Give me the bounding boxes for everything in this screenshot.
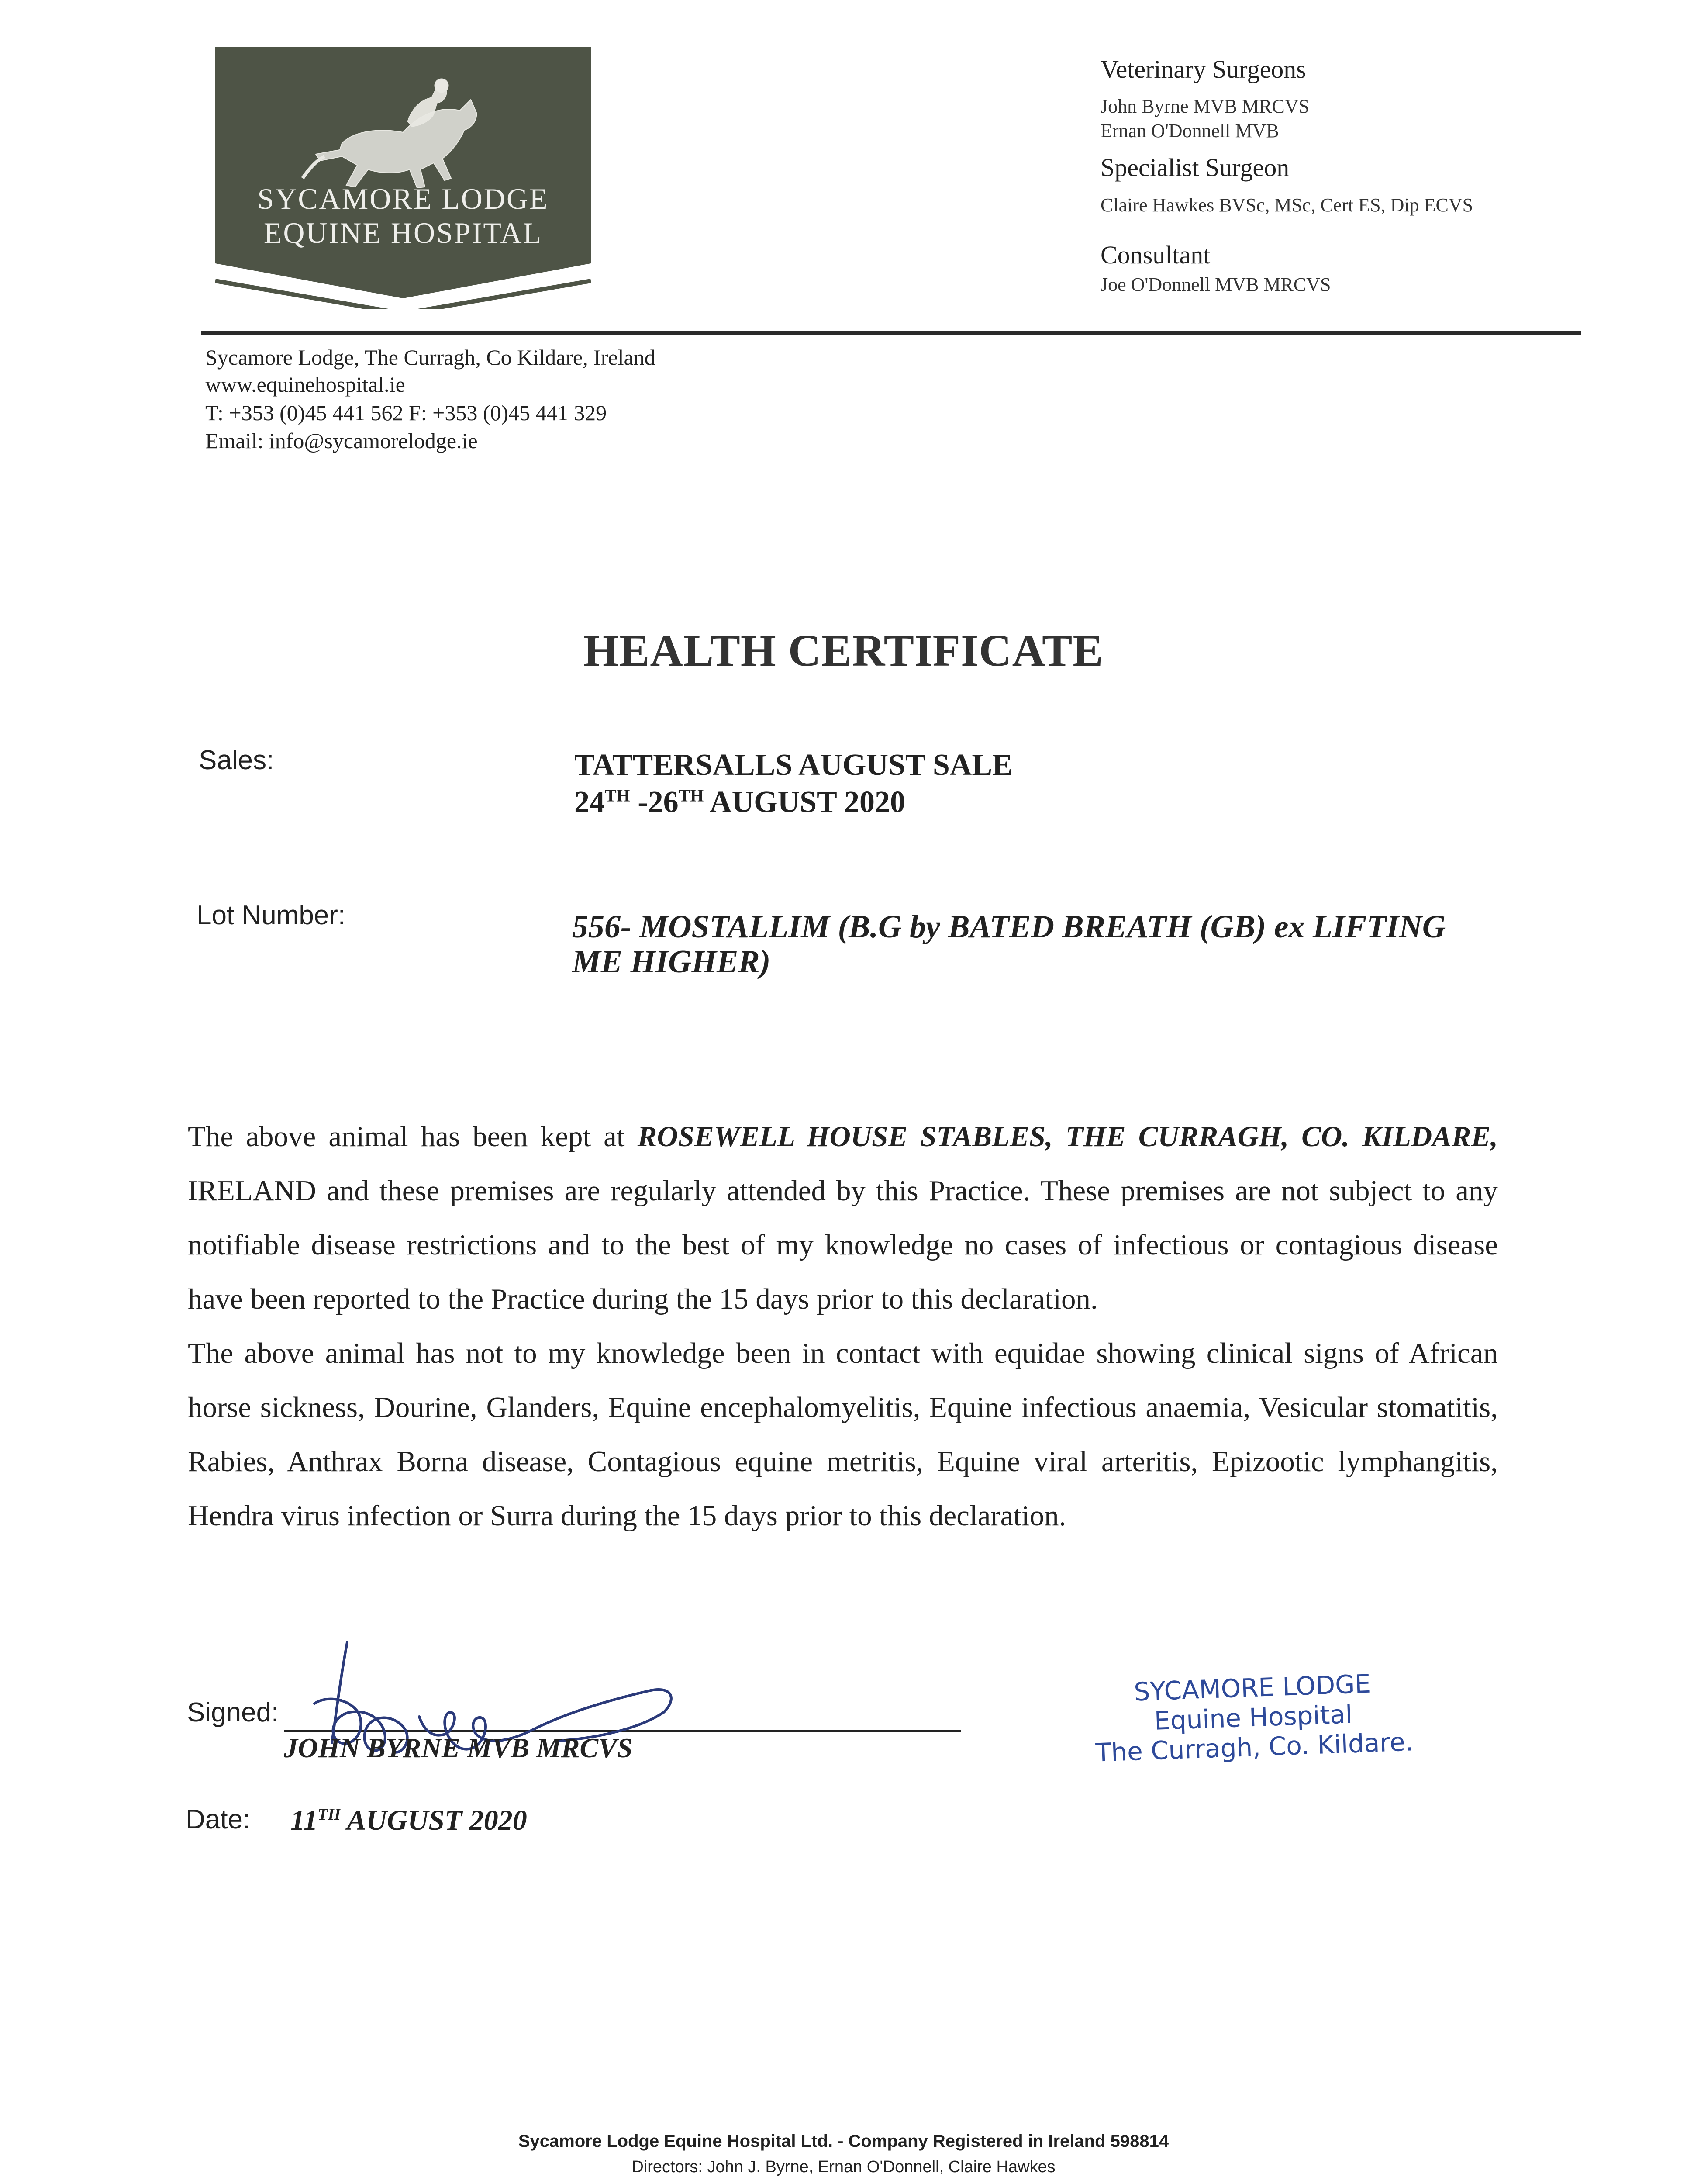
signatory-name: JOHN BYRNE MVB MRCVS — [284, 1732, 633, 1763]
vet-heading: Veterinary Surgeons — [1101, 55, 1306, 83]
sales-name: TATTERSALLS AUGUST SALE — [574, 748, 1013, 782]
email-link[interactable]: Email: info@sycamorelodge.ie — [205, 429, 478, 453]
website-link[interactable]: www.equinehospital.ie — [205, 372, 405, 397]
sales-dates: 24TH -26TH AUGUST 2020 — [574, 785, 906, 819]
premises-name: ROSEWELL HOUSE STABLES, THE CURRAGH, CO. KILDARE, — [637, 1120, 1498, 1153]
phone-fax: T: +353 (0)45 441 562 F: +353 (0)45 441 329 — [205, 401, 607, 425]
date-label: Date: — [186, 1804, 251, 1835]
signed-label: Signed: — [187, 1697, 279, 1728]
consultant-name: Joe O'Donnell MVB MRCVS — [1101, 274, 1331, 295]
sales-day-start: 24 — [574, 785, 605, 819]
practice-stamp — [1064, 1666, 1443, 1769]
stamp-line-2: Equine Hospital — [1154, 1699, 1353, 1736]
declaration-text — [188, 1109, 1498, 1543]
vet-name-2: Ernan O'Donnell MVB — [1101, 120, 1279, 142]
sales-ordinal-2: TH — [678, 785, 704, 805]
signature-date — [290, 1804, 527, 1837]
vet-name-1: John Byrne MVB MRCVS — [1101, 96, 1309, 117]
sales-label: Sales: — [199, 745, 274, 775]
footer-directors: Directors: John J. Byrne, Ernan O'Donnell, Claire Hawkes — [631, 2158, 1056, 2176]
declaration-paragraph-2: The above animal has not to my knowledge been in contact with equidae showing clinical signs of African horse sickness, Dourine, Glanders, Equine encephalomyelitis, Equine infectious anaemia, Vesicular stomatitis, Rabies, Anthrax Borna disease, Contagious equine metritis, Equine viral arteritis, Epizootic lymphangitis, Hendra virus infection or Surra during the 15 days prior to this declaration. — [188, 1337, 1498, 1532]
lot-line-2: ME HIGHER) — [572, 944, 771, 980]
date-ordinal: TH — [317, 1805, 341, 1824]
specialist-heading: Specialist Surgeon — [1101, 153, 1290, 182]
hospital-logo — [215, 47, 591, 309]
address-line: Sycamore Lodge, The Curragh, Co Kildare, Ireland — [205, 345, 655, 370]
declaration-paragraph-1 — [188, 1109, 1498, 1326]
stamp-line-1: SYCAMORE LODGE — [1133, 1669, 1371, 1707]
sales-day-end: 26 — [648, 785, 679, 819]
sales-ordinal-1: TH — [605, 785, 630, 805]
date-month-year: AUGUST 2020 — [347, 1804, 527, 1836]
logo-name-line2: EQUINE HOSPITAL — [263, 216, 543, 249]
lot-label: Lot Number: — [197, 900, 346, 930]
footer-company: Sycamore Lodge Equine Hospital Ltd. - Company Registered in Ireland 598814 — [518, 2132, 1169, 2151]
paragraph-1-end: IRELAND and these premises are regularly attended by this Practice. These premises are not subject to any notifiable disease restrictions and to the best of my knowledge no cases of infectious or contagious disease have been reported to the Practice during the 15 days prior to this declaration. — [188, 1175, 1498, 1315]
paragraph-1-start: The above animal has been kept at — [188, 1120, 638, 1153]
sales-month-year: AUGUST 2020 — [710, 785, 906, 819]
specialist-name: Claire Hawkes BVSc, MSc, Cert ES, Dip ECVS — [1101, 194, 1473, 216]
logo-name-line1: SYCAMORE LODGE — [257, 182, 549, 215]
consultant-heading: Consultant — [1101, 241, 1211, 269]
date-day: 11 — [290, 1804, 318, 1836]
certificate-title: HEALTH CERTIFICATE — [583, 625, 1104, 676]
header-divider — [201, 331, 1581, 335]
lot-line-1: 556- MOSTALLIM (B.G by BATED BREATH (GB) ex LIFTING — [572, 909, 1446, 945]
stamp-line-3: The Curragh, Co. Kildare. — [1095, 1727, 1414, 1768]
